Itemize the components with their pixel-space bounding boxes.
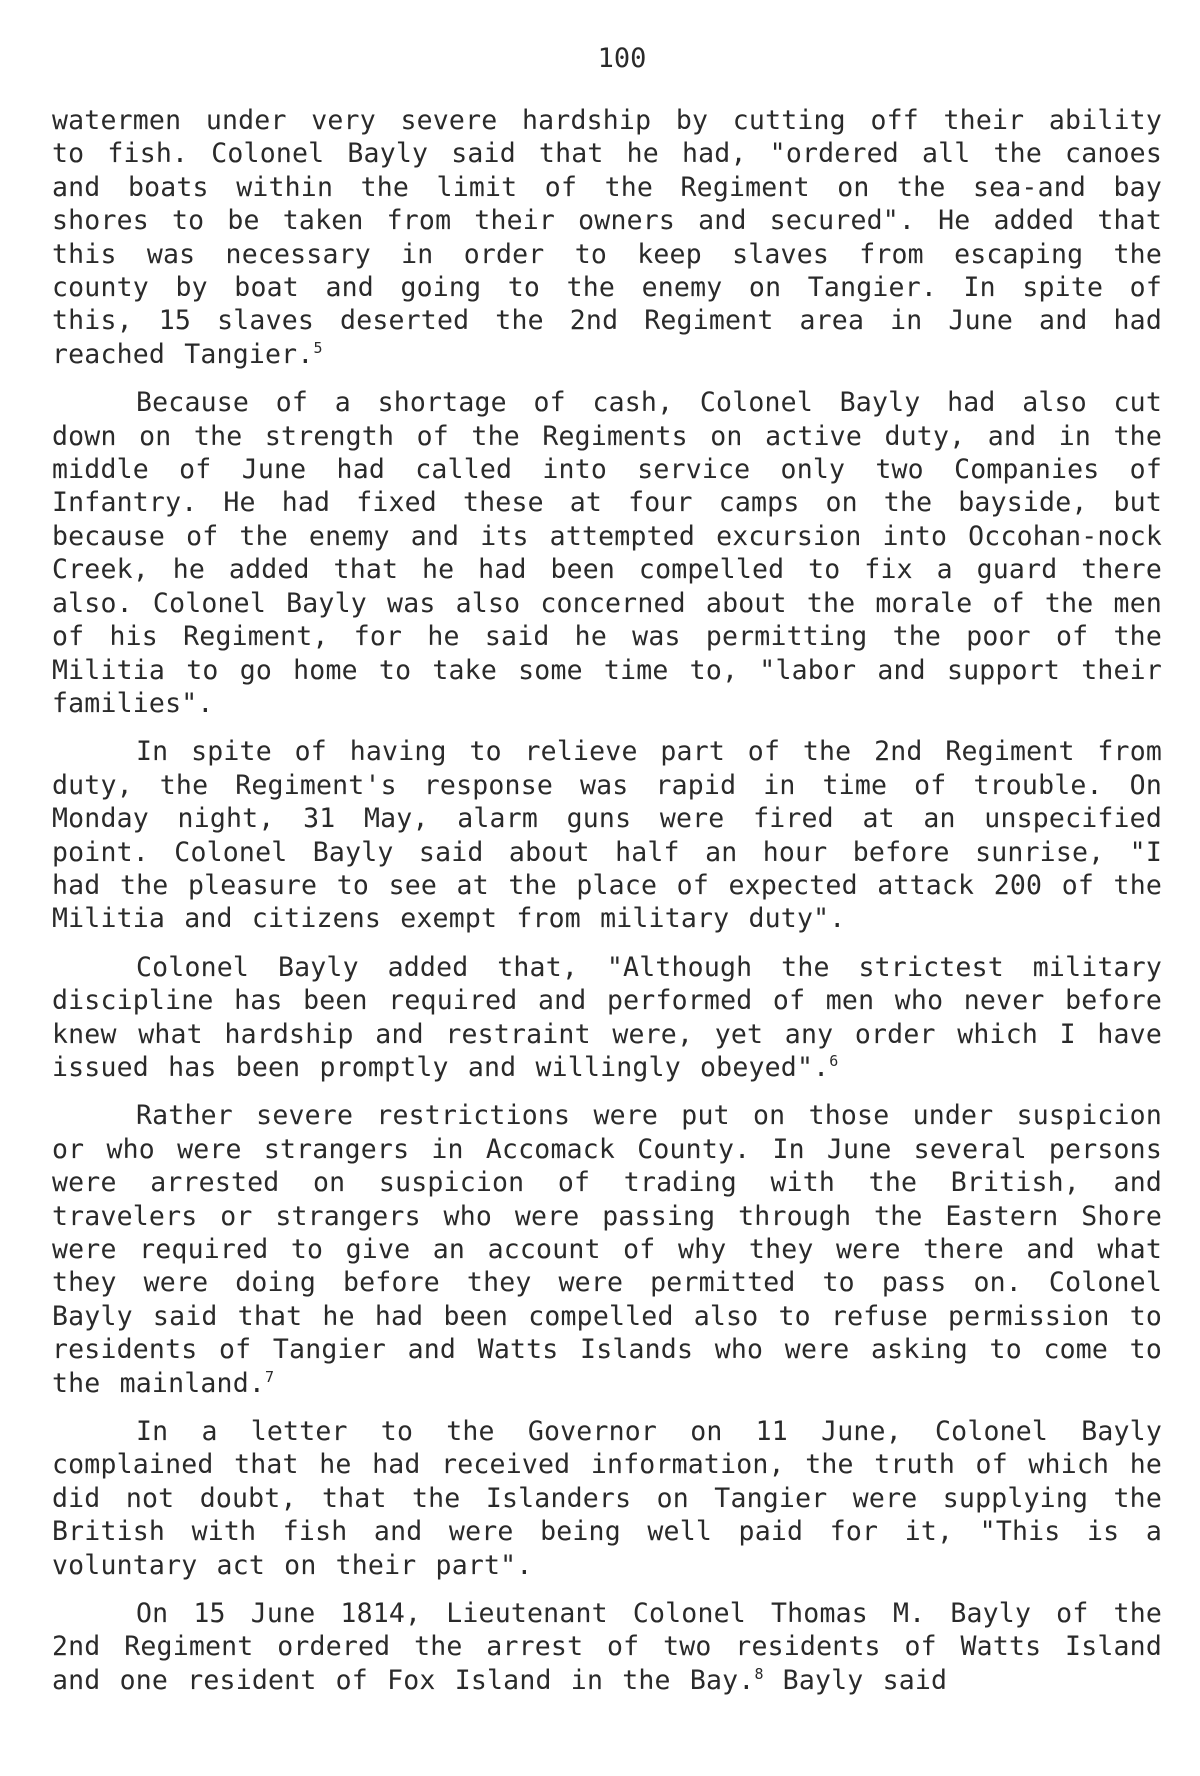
paragraph-continuation: Bayly said xyxy=(763,1664,948,1696)
page-number: 100 xyxy=(597,43,647,74)
paragraph-text: Because of a shortage of cash, Colonel Bayly had also cut down on the strength of the Regiments on active duty, and in the middle of June had called into service only two Companies of Infantry. He had fixed these at four camps on the bayside, but because of the enemy and its attempted excursion into Occohan-nock Creek, he added that he had been compelled to fix a guard there also. Colonel Bayly was also concerned about the morale of the men of his Regiment, for he said he was permitting the poor of the Militia to go home to take some time to, "labor and support their families". xyxy=(52,387,1162,719)
footnote-ref: 6 xyxy=(829,1052,839,1071)
paragraph-2 xyxy=(52,386,1162,720)
paragraph-text: In a letter to the Governor on 11 June, Colonel Bayly complained that he had received information, the truth of which he did not doubt, that the Islanders on Tangier were supplying the British with fish and were being well paid for it, "This is a voluntary act on their part". xyxy=(52,1416,1162,1581)
paragraph-text: watermen under very severe hardship by cutting off their ability to fish. Colonel Bayly said that he had, "ordered all the canoes and boats within the limit of the Regiment on the sea-and bay shores to be taken from their owners and secured". He added that this was necessary in order to keep slaves from escaping the county by boat and going to the enemy on Tangier. In spite of this, 15 slaves deserted the 2nd Regiment area in June and had reached Tangier. xyxy=(52,105,1162,370)
footnote-ref: 8 xyxy=(754,1665,764,1684)
paragraph-5 xyxy=(52,1099,1162,1400)
paragraph-6 xyxy=(52,1415,1162,1582)
footnote-ref: 5 xyxy=(313,339,323,358)
paragraph-4 xyxy=(52,951,1162,1085)
paragraph-3 xyxy=(52,735,1162,935)
paragraph-text: Rather severe restrictions were put on those under suspicion or who were strangers in Accomack County. In June several persons were arrested on suspicion of trading with the British, and travelers or strangers who were passing through the Eastern Shore were required to give an account of why they were there and what they were doing before they were permitted to pass on. Colonel Bayly said that he had been compelled also to refuse permission to residents of Tangier and Watts Islands who were asking to come to the mainland. xyxy=(52,1100,1162,1399)
paragraph-text: In spite of having to relieve part of the 2nd Regiment from duty, the Regiment's response was rapid in time of trouble. On Monday night, 31 May, alarm guns were fired at an unspecified point. Colonel Bayly said about half an hour before sunrise, "I had the pleasure to see at the place of expected attack 200 of the Militia and citizens exempt from military duty". xyxy=(52,736,1162,935)
paragraph-7 xyxy=(52,1597,1162,1697)
footnote-ref: 7 xyxy=(265,1367,275,1386)
paragraph-1 xyxy=(52,104,1162,371)
paragraph-text: On 15 June 1814, Lieutenant Colonel Thomas M. Bayly of the 2nd Regiment ordered the arrest of two residents of Watts Island and one resident of Fox Island in the Bay. xyxy=(52,1598,1162,1696)
paragraph-text: Colonel Bayly added that, "Although the strictest military discipline has been required and performed of men who never before knew what hardship and restraint were, yet any order which I have issued has been promptly and willingly obeyed". xyxy=(52,951,1162,1083)
